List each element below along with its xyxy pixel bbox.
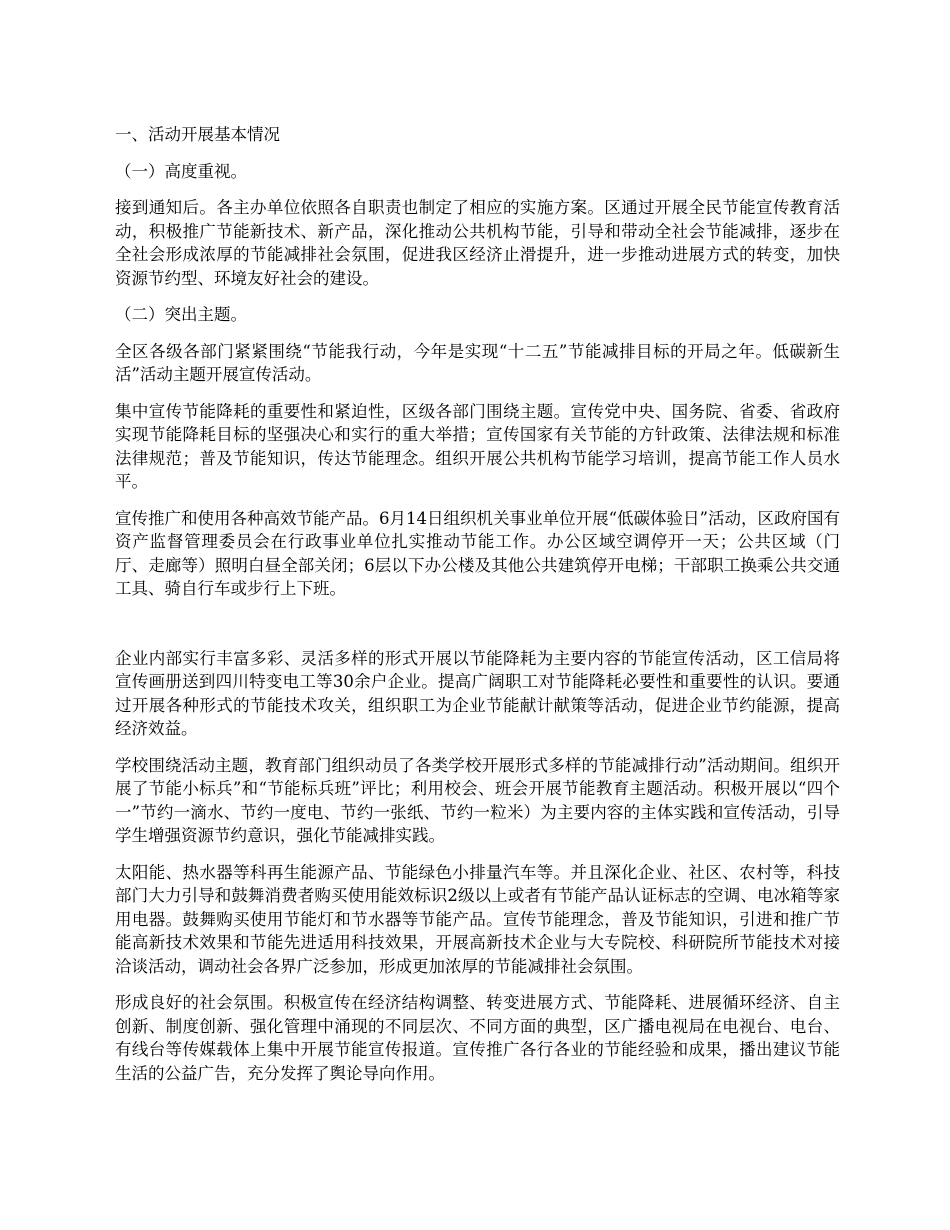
subsection-heading: （二）突出主题。 xyxy=(115,305,247,324)
paragraph: 学校围绕活动主题，教育部门组织动员了各类学校开展形式多样的节能减排行动”活动期间。组织开展了节能小标兵”和“节能标兵班”评比；利用校会、班会开展节能教育主题活动。积极开展以“四个一”节约一滴水、节约一度电、节约一张纸、节约一粒米）为主要内容的主体实践和宣传活动，引导学生增强资源节约意识，强化节能减排实践。 xyxy=(115,755,840,845)
document-body xyxy=(115,123,840,1098)
paragraph: 宣传推广和使用各种高效节能产品。6月14日组织机关事业单位开展“低碳体验日”活动，区政府国有资产监督管理委员会在行政事业单位扎实推动节能工作。办公区域空调停开一天；公共区域（门厅、走廊等）照明白昼全部关闭；6层以下办公楼及其他公共建筑停开电梯；干部职工换乘公共交通工具、骑自行车或步行上下班。 xyxy=(115,508,840,598)
section-heading: 一、活动开展基本情况 xyxy=(115,125,280,144)
paragraph: 形成良好的社会氛围。积极宣传在经济结构调整、转变进展方式、节能降耗、进展循环经济、自主创新、制度创新、强化管理中涌现的不同层次、不同方面的典型，区广播电视局在电视台、电台、有线台等传媒载体上集中开展节能宣传报道。宣传推广各行各业的节能经验和成果，播出建议节能生活的公益广告，充分发挥了舆论导向作用。 xyxy=(115,993,840,1083)
spacer xyxy=(115,614,840,647)
paragraph: 集中宣传节能降耗的重要性和紧迫性，区级各部门围绕主题。宣传党中央、国务院、省委、省政府实现节能降耗目标的坚强决心和实行的重大举措；宣传国家有关节能的方针政策、法律法规和标准法律规范；普及节能知识，传达节能理念。组织开展公共机构节能学习培训，提高节能工作人员水平。 xyxy=(115,401,840,491)
paragraph: 企业内部实行丰富多彩、灵活多样的形式开展以节能降耗为主要内容的节能宣传活动，区工信局将宣传画册送到四川特变电工等30余户企业。提高广阔职工对节能降耗必要性和重要性的认识。要通过开展各种形式的节能技术攻关，组织职工为企业节能献计献策等活动，促进企业节约能源，提高经济效益。 xyxy=(115,648,840,738)
paragraph: 全区各级各部门紧紧围绕“节能我行动，今年是实现“十二五”节能减排目标的开局之年。低碳新生活”活动主题开展宣传活动。 xyxy=(115,341,840,384)
paragraph: 太阳能、热水器等科再生能源产品、节能绿色小排量汽车等。并且深化企业、社区、农村等，科技部门大力引导和鼓舞消费者购买使用能效标识2级以上或者有节能产品认证标志的空调、电冰箱等家用电器。鼓舞购买使用节能灯和节水器等节能产品。宣传节能理念，普及节能知识，引进和推广节能高新技术效果和节能先进适用科技效果，开展高新技术企业与大专院校、科研院所节能技术对接洽谈活动，调动社会各界广泛参加，形成更加浓厚的节能减排社会氛围。 xyxy=(115,862,840,976)
paragraph: 接到通知后。各主办单位依照各自职责也制定了相应的实施方案。区通过开展全民节能宣传教育活动，积极推广节能新技术、新产品，深化推动公共机构节能，引导和带动全社会节能减排，逐步在全社会形成浓厚的节能减排社会氛围，促进我区经济止滑提升，进一步推动进展方式的转变，加快资源节约型、环境友好社会的建设。 xyxy=(115,198,840,288)
subsection-heading: （一）高度重视。 xyxy=(115,161,247,181)
